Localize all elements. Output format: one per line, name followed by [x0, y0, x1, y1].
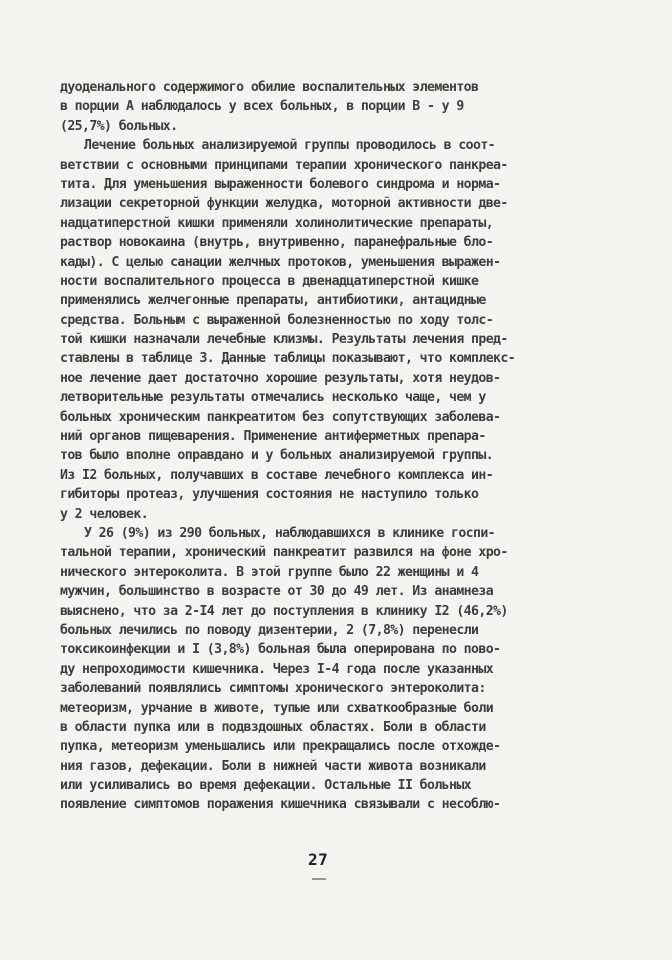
text-line: тальной терапии, хронический панкреатит развился на фоне хро- — [60, 545, 508, 561]
text-line: ния газов, дефекации. Боли в нижней части живота возникали — [60, 758, 486, 774]
text-line: метеоризм, урчание в животе, тупые или схваткообразные боли — [60, 700, 494, 716]
page-number: 27 — [308, 850, 329, 869]
text-line: ветствии с основными принципами терапии хронического панкреа- — [60, 157, 508, 173]
text-line: применялись желчегонные препараты, антибиотики, антацидные — [60, 293, 486, 309]
text-line: мужчин, большинство в возрасте от 30 до 49 лет. Из анамнеза — [60, 584, 494, 600]
text-line: дуоденального содержимого обилие воспалительных элементов — [60, 80, 479, 95]
text-line: ности воспалительного процесса в двенадцатиперстной кишке — [60, 273, 479, 289]
text-line: в области пупка или в подвздошных областях. Боли в области — [60, 719, 486, 735]
text-line: пупка, метеоризм уменьшались или прекращались после отхожде- — [60, 739, 501, 755]
text-line: или усиливались во время дефекации. Остальные II больных — [60, 778, 472, 794]
text-line: надцатиперстной кишки применяли холинолитические препараты, — [60, 215, 494, 231]
page-number-underline — [312, 878, 326, 880]
text-line: появление симптомов поражения кишечника связывали с несоблю- — [60, 797, 501, 813]
text-line: нического энтероколита. В этой группе было 22 женщины и 4 — [60, 564, 479, 580]
text-line: больных хроническим панкреатитом без сопутствующих заболева- — [60, 409, 501, 425]
text-line: (25,7%) больных. — [60, 118, 178, 134]
text-line: ное лечение дает достаточно хорошие результаты, хотя неудов- — [60, 370, 501, 386]
text-line: У 26 (9%) из 290 больных, наблюдавшихся в клинике госпи- — [84, 525, 496, 541]
text-line: гибиторы протеаз, улучшения состояния не наступило только — [60, 487, 479, 503]
body-text — [60, 78, 580, 815]
text-line: Из I2 больных, получавших в составе лечебного комплекса ин- — [60, 467, 494, 483]
text-line: в порции А наблюдалось у всех больных, в порции В - у 9 — [60, 99, 464, 115]
text-line: раствор новокаина (внутрь, внутривенно, паранефральные бло- — [60, 235, 494, 251]
text-line: ду непроходимости кишечника. Через I-4 года после указанных — [60, 661, 494, 677]
text-line: Лечение больных анализируемой группы проводилось в соот- — [84, 138, 496, 154]
text-line: лизации секреторной функции желудка, моторной активности две- — [60, 196, 508, 212]
text-line: той кишки назначали лечебные клизмы. Результаты лечения пред- — [60, 332, 508, 348]
text-line: заболеваний появлялись симптомы хронического энтероколита: — [60, 681, 486, 697]
text-line: больных лечились по поводу дизентерии, 2 (7,8%) перенесли — [60, 622, 479, 638]
text-line: ний органов пищеварения. Применение антиферметных препара- — [60, 429, 486, 445]
text-line: летворительные результаты отмечались несколько чаще, чем у — [60, 390, 486, 406]
text-line: у 2 человек. — [60, 506, 149, 522]
text-line: кады). С целью санации желчных протоков, уменьшения выражен- — [60, 254, 501, 270]
text-line: тов было вполне оправдано и у больных анализируемой группы. — [60, 448, 494, 464]
text-line: ставлены в таблице 3. Данные таблицы показывают, что комплекс- — [60, 351, 516, 367]
text-line: тита. Для уменьшения выраженности болевого синдрома и норма- — [60, 176, 501, 192]
text-line: средства. Больным с выраженной болезненностью по ходу толс- — [60, 312, 494, 328]
text-line: токсикоинфекции и I (3,8%) больная была оперирована по пово- — [60, 642, 501, 658]
text-line: выяснено, что за 2-I4 лет до поступления в клинику I2 (46,2%) — [60, 603, 508, 619]
